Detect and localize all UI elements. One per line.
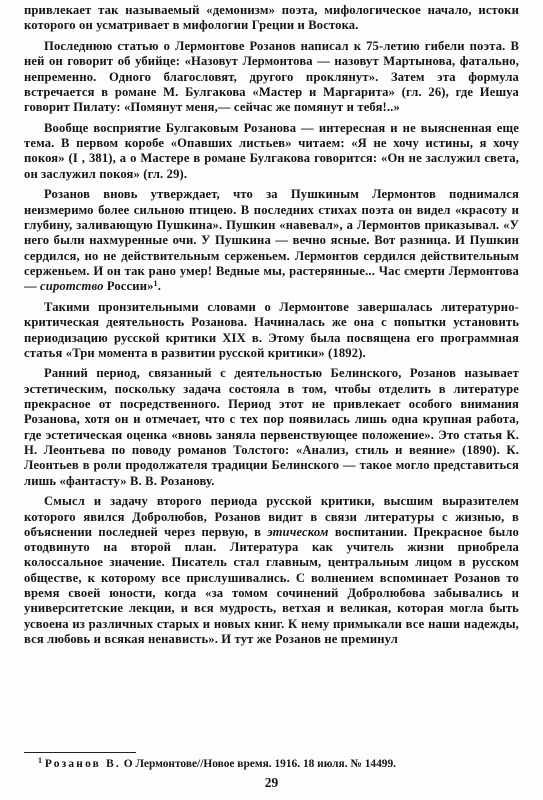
paragraph-text: Вообще восприятие Булгаковым Розанова — интересная и не выясненная еще тема. В первом коробе «Опавших листьев» читаем: «Я не хочу истины, я хочу покоя» (I , 381), а о Мастере в романе Булгакова говорится: «Он не заслужил света, он заслужил покоя» (гл. 29).: [24, 120, 519, 181]
footnote-text: О Лермонтове//Новое время. 1916. 18 июля. № 14499.: [120, 758, 397, 770]
paragraph-text: Такими пронзительными словами о Лермонтове завершалась литературно-критическая деятельность Розанова. Начиналась же она с попытки установить периодизацию русской критики XIX в. Этому была посвящена его программная статья «Три момента в развитии русской критики» (1892).: [24, 299, 519, 360]
paragraph-text: Смысл и задачу второго периода русской критики, высшим выразителем которого явился Добролюбов, Розанов видит в связи литературы с жизнью, в объяснении последней через первую, в: [24, 494, 519, 539]
paragraph: [24, 121, 519, 182]
paragraph: [24, 366, 519, 488]
emphasis-text: сиротство: [40, 279, 104, 294]
body-text: [24, 3, 519, 647]
paragraph-text: России»: [103, 279, 154, 294]
emphasis-text: этическом: [267, 524, 329, 539]
footnote-ref: 1: [153, 279, 158, 289]
footnote-divider: [24, 752, 136, 753]
paragraph: [24, 494, 519, 647]
paragraph-text: .: [157, 279, 162, 294]
paragraph-text: воспитании. Прекрасное было отодвинуто на второй план. Литература как учитель жизни приобрела колоссальное значение. Писатель стал главным, центральным лицом в русском обществе, к которому все прислушивались. С волнением вспоминает Розанов то время своей юности, когда «за томом сочинений Добролюбова забывались и университетские лекции, и вся мудрость, ветхая и великая, которая могла быть усвоена из различных старых и новых книг. К нему примыкали все наши надежды, вся любовь и всякая ненависть». И тут же Розанов не преминул: [24, 524, 520, 646]
paragraph: [24, 3, 519, 34]
paragraph-text: привлекает так называемый «демонизм» поэта, мифологическое начало, истоки которого он усматривает в мифологии Греции и Востока.: [24, 3, 519, 33]
paragraph-text: Последнюю статью о Лермонтове Розанов написал к 75-летию гибели поэта. В ней он говорит об убийце: «Назовут Лермонтова — назовут Мартынова, фатально, непременно. Одного благословят, другого проклянут». Затем эта формула встречается в романе М. Булгакова «Мастер и Маргарита» (гл. 26), где Иешуа говорит Пилату: «Помянут меня,— сейчас же помянут и тебя!..»: [24, 38, 519, 115]
footnote-author: Розанов В.: [44, 758, 121, 770]
paragraph: [24, 39, 519, 115]
paragraph-text: Ранний период, связанный с деятельностью Белинского, Розанов называет эстетическим, поскольку задача состояла в том, чтобы отделить в литературе прекрасное от посредственного. Период этот не привлекает особого внимания Розанова, хотя он и отмечает, что с тех пор появилась лишь одна крупная работа, где эстетическая оценка «вновь заняла первенствующее положение». Это статья К. Н. Леонтьева по поводу романов Толстого: «Анализ, стиль и веяние» (1890). К. Леонтьев в роли продолжателя традиции Белинского — такое могло представиться лишь «фантасту» В. В. Розанову.: [24, 366, 519, 488]
footnote-marker: 1: [38, 756, 42, 765]
paragraph-text: Розанов вновь утверждает, что за Пушкиным Лермонтов поднимался неизмеримо более сильною птицею. В последних стихах поэта он видел «красоту и глубину, заливающую Пушкина». Пушкин «навевал», а Лермонтов приказывал. «У него были нахмуренные очи. У Пушкина — вечно ясные. Вот разница. И Пушкин сердился, но не действительным серженьем. Лермонтов сердился действительным серженьем. И он так рано умер! Ведные мы, растерянные... Час смерти Лермонтова —: [24, 187, 519, 294]
page-number: 29: [264, 775, 279, 790]
footnote: [38, 757, 519, 771]
paragraph: [24, 300, 519, 361]
paragraph: [24, 187, 519, 294]
